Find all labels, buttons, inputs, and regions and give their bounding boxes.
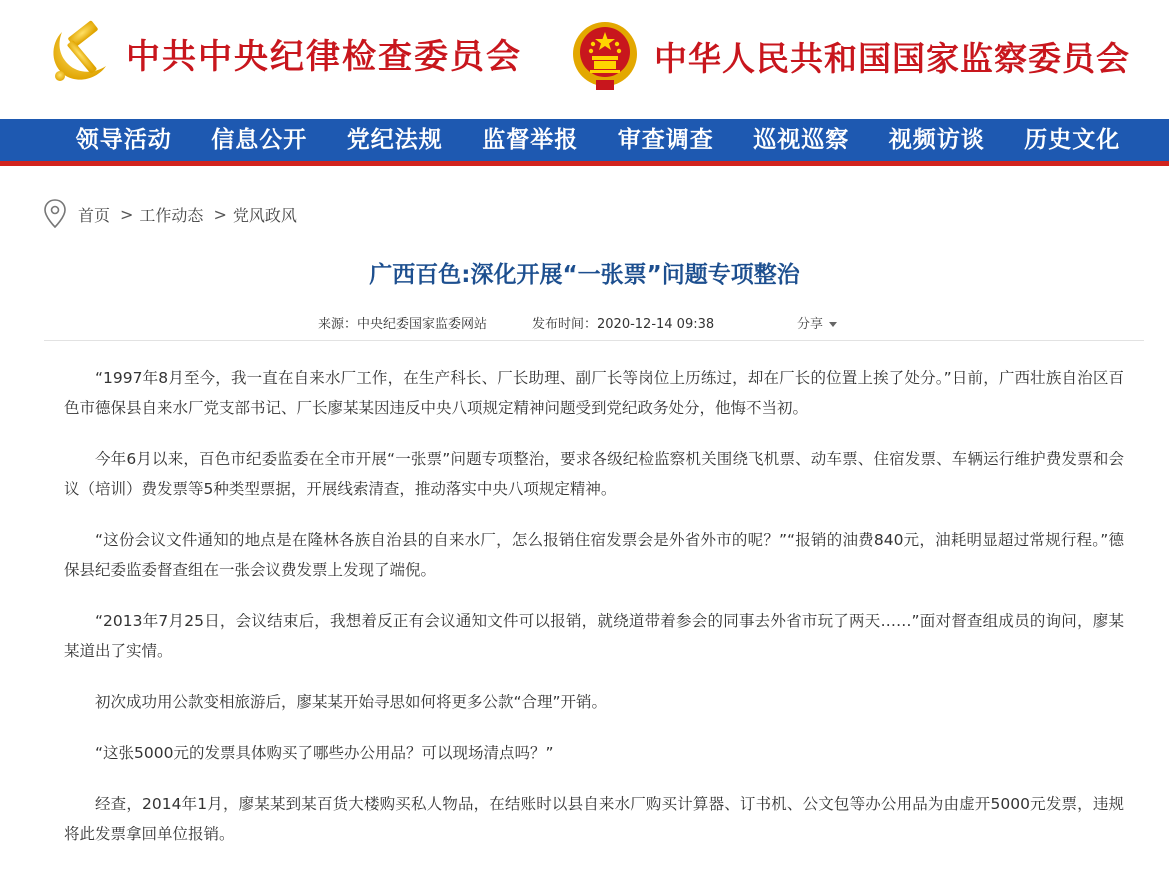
breadcrumb-separator: > (213, 204, 227, 224)
divider (44, 340, 1144, 341)
article-paragraph: 今年6月以来，百色市纪委监委在全市开展“一张票”问题专项整治，要求各级纪检监察机关围绕飞机票、动车票、住宿发票、车辆运行维护费发票和会议（培训）费发票等5种类型票据，开展线索清查，推动落实中央八项规定精神。 (64, 450, 1124, 498)
nav-item-investigation[interactable]: 审查调查 (617, 126, 714, 153)
breadcrumb-home[interactable]: 首页 (78, 205, 111, 225)
party-emblem-icon (44, 18, 114, 88)
article-body (64, 363, 1124, 870)
nav-item-video[interactable]: 视频访谈 (888, 126, 985, 153)
article-paragraph: “1997年8月至今，我一直在自来水厂工作，在生产科长、厂长助理、副厂长等岗位上历练过，却在厂长的位置上挨了处分。”日前，广西壮族自治区百色市德保县自来水厂党支部书记、厂长廖某某因违反中央八项规定精神问题受到党纪政务处分，他悔不当初。 (64, 369, 1124, 417)
nav-item-report[interactable]: 监督举报 (482, 126, 579, 153)
article-paragraph: 初次成功用公款变相旅游后，廖某某开始寻思如何将更多公款“合理”开销。 (95, 693, 608, 711)
nav-item-inspection[interactable]: 巡视巡察 (753, 126, 850, 153)
nav-item-regulations[interactable]: 党纪法规 (346, 126, 443, 153)
article-source: 来源：中央纪委国家监委网站 (318, 317, 488, 332)
nsc-title: 中华人民共和国国家监察委员会 (654, 38, 1130, 78)
national-emblem-icon (570, 18, 640, 94)
article-paragraph: “这张5000元的发票具体购买了哪些办公用品？可以现场清点吗？” (95, 744, 554, 762)
chevron-down-icon (829, 322, 837, 327)
breadcrumb (44, 198, 297, 230)
nav-item-leadership[interactable]: 领导活动 (75, 126, 172, 153)
main-nav (0, 119, 1169, 166)
breadcrumb-party-style[interactable]: 党风政风 (232, 205, 297, 225)
nav-item-history[interactable]: 历史文化 (1024, 126, 1121, 153)
ccdi-title: 中共中央纪律检查委员会 (126, 36, 522, 77)
article-paragraph: 经查，2014年1月，廖某某到某百货大楼购买私人物品，在结账时以县自来水厂购买计算器、订书机、公文包等办公用品为由虚开5000元发票，违规将此发票拿回单位报销。 (64, 795, 1124, 843)
breadcrumb-separator: > (120, 204, 134, 224)
share-label: 分享 (797, 317, 824, 332)
ccdi-brand[interactable] (44, 18, 522, 88)
nsc-brand[interactable] (570, 18, 1130, 94)
location-pin-icon (44, 199, 66, 229)
article-title: 广西百色:深化开展“一张票”问题专项整治 (369, 262, 800, 288)
site-header (0, 0, 1169, 118)
article-paragraph: “2013年7月25日，会议结束后，我想着反正有会议通知文件可以报销，就绕道带着参会的同事去外省市玩了两天……”面对督查组成员的询问，廖某某道出了实情。 (64, 612, 1124, 660)
article-publish-time: 发布时间：2020-12-14 09:38 (532, 317, 715, 332)
share-button[interactable] (797, 313, 837, 332)
breadcrumb-work-news[interactable]: 工作动态 (139, 205, 204, 225)
nav-item-info-disclosure[interactable]: 信息公开 (211, 126, 308, 153)
article-paragraph: “这份会议文件通知的地点是在隆林各族自治县的自来水厂，怎么报销住宿发票会是外省外市的呢？”“报销的油费840元，油耗明显超过常规行程。”德保县纪委监委督查组在一张会议费发票上发现了端倪。 (64, 531, 1124, 579)
